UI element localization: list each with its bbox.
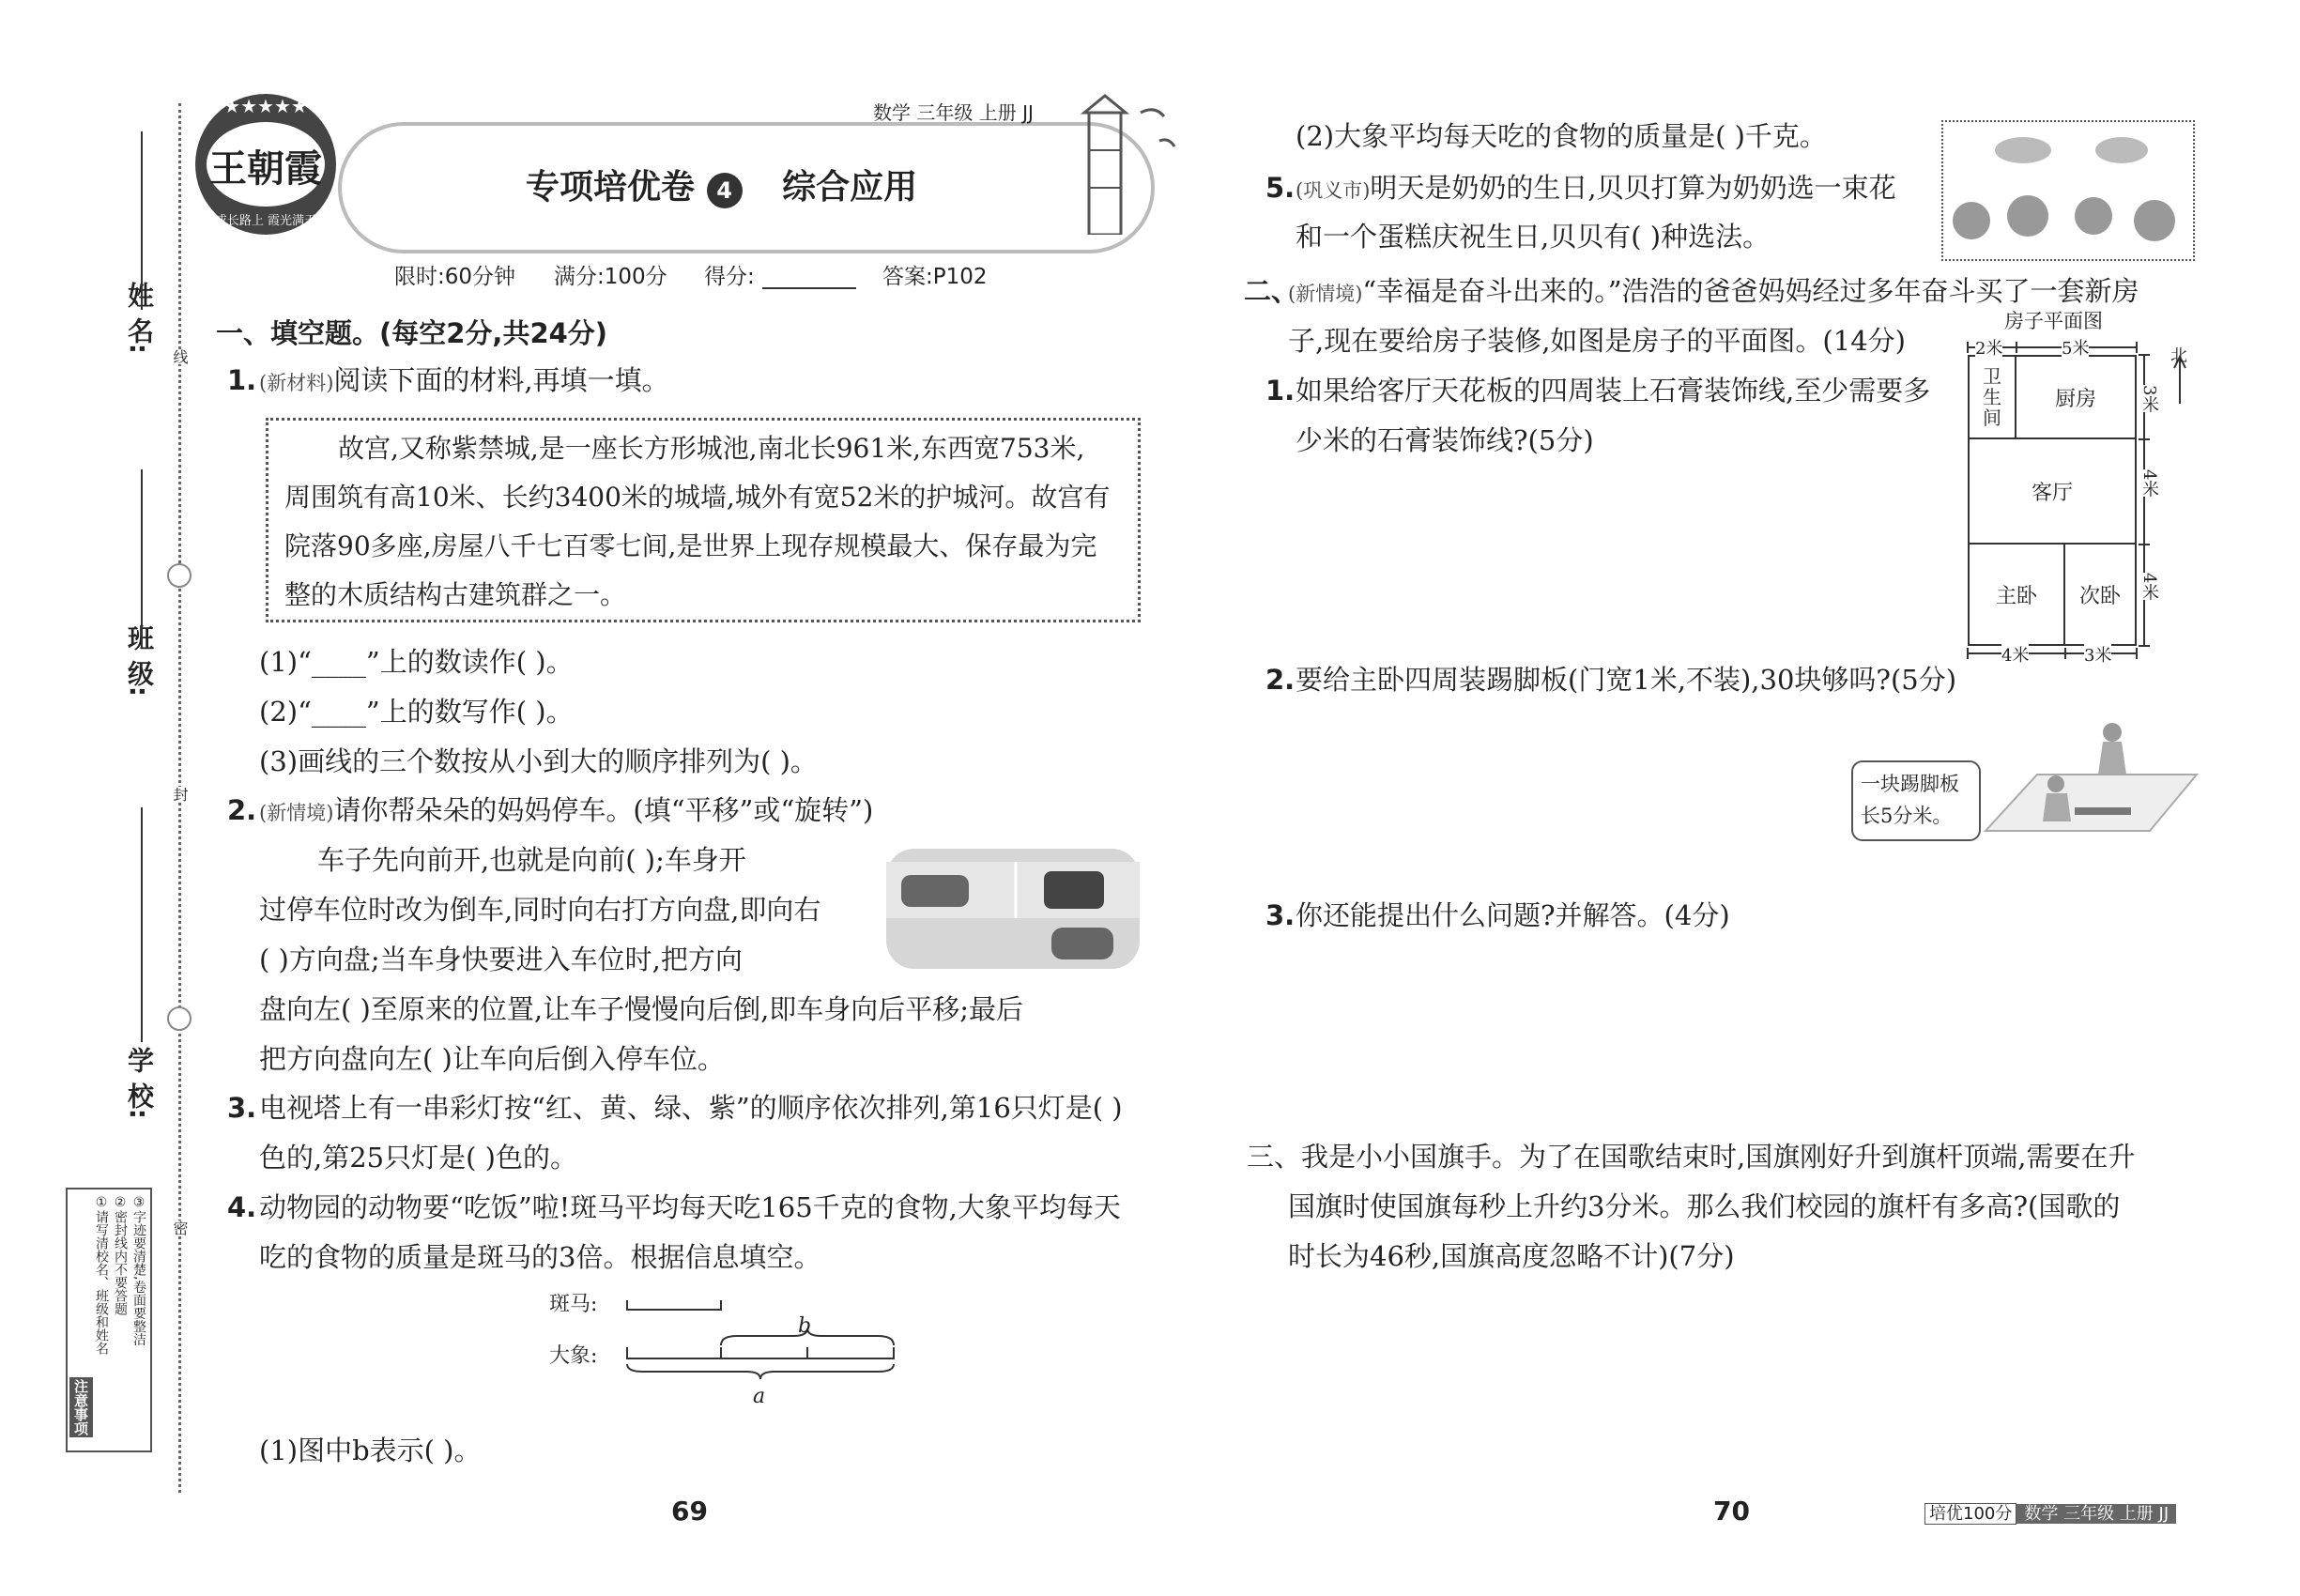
binding-hole-icon: [167, 563, 192, 588]
q2-line: 盘向左( )至原来的位置,让车子慢慢向后倒,即车身向后平移;最后: [259, 993, 1024, 1025]
section-2-line: 子,现在要给房子装修,如图是房子的平面图。(14分): [1288, 325, 1906, 357]
meta-score: 满分:100分: [554, 265, 667, 289]
name-label: 姓 名:: [124, 282, 155, 354]
plan-room-bathroom: 卫生间: [1968, 355, 2016, 439]
footer-info: [1924, 1502, 2176, 1527]
brand-logo: ★★★★★ 王朝霞 成长路上 霞光满天: [195, 94, 336, 235]
question-tag: (新情境): [259, 802, 334, 824]
diagram-a-label: a: [753, 1385, 766, 1408]
question-tag: (巩义市): [1296, 179, 1371, 202]
question-number: 3.: [227, 1092, 257, 1124]
question-number: 4.: [227, 1191, 257, 1223]
plan-dim-top-a: 2米: [1975, 335, 2002, 360]
q2-line: ( )方向盘;当车身快要进入车位时,把方向: [259, 944, 743, 975]
plan-title: 房子平面图: [2004, 310, 2103, 332]
plan-dim-right-c: 4米: [2137, 573, 2161, 600]
q2-line: 把方向盘向左( )让车向后倒入停车位。: [259, 1043, 725, 1075]
parking-lot-image: [884, 843, 1142, 974]
plan-room-kitchen: 厨房: [2015, 355, 2137, 439]
class-label: 班 级:: [124, 624, 155, 697]
q2-line: 过停车位时改为倒车,同时向右打方向盘,即向右: [259, 894, 821, 926]
footer-subject: 数学 三年级 上册 JJ: [2016, 1504, 2176, 1524]
q5-line: 和一个蛋糕庆祝生日,贝贝有( )种选法。: [1296, 221, 1771, 253]
q5-line: (巩义市)明天是奶奶的生日,贝贝打算为奶奶选一束花: [1296, 172, 1896, 204]
q4-line: 吃的食物的质量是斑马的3倍。根据信息填空。: [259, 1241, 821, 1273]
material-line: 周围筑有高10米、长约3400米的城墙,城外有宽52米的护城河。故宫有: [284, 482, 1111, 513]
worker-illustration: [1981, 718, 2206, 850]
notes-title: 注意事项: [69, 1377, 93, 1437]
lighthouse-icon: [1066, 94, 1188, 235]
material-line: 故宫,又称紫禁城,是一座长方形城池,南北长961米,东西宽753米,: [338, 433, 1085, 464]
score-field[interactable]: [762, 287, 856, 289]
footer-tag: 培优100分: [1924, 1503, 2016, 1525]
notes-box: [66, 1188, 152, 1452]
page-number-right: 70: [1713, 1496, 1750, 1527]
subject-line: 数学 三年级 上册 JJ: [873, 101, 1034, 124]
q4-sub-1: (1)图中b表示( )。: [259, 1435, 482, 1466]
q2-line: 车子先向前开,也就是向前( );车身开: [317, 844, 746, 876]
question-tag: (新材料): [259, 372, 334, 394]
question-number: 2.: [1265, 664, 1296, 696]
notes-item: ③字迹要清楚,卷面要整洁: [131, 1195, 146, 1346]
plan-room-second: 次卧: [2063, 543, 2137, 646]
plan-dim-right-a: 3米: [2137, 385, 2161, 412]
plan-dim-right-b: 4米: [2137, 469, 2161, 497]
speech-bubble: 一块踢脚板 长5分米。: [1851, 760, 1981, 841]
section-3-line: 时长为46秒,国旗高度忽略不计)(7分): [1288, 1240, 1735, 1272]
section-1-heading: 一、填空题。(每空2分,共24分): [216, 317, 608, 349]
section-2-prefix: 二、: [1244, 275, 1299, 307]
plan-dim-bottom-b: 3米: [2084, 642, 2111, 667]
north-label: 北: [2170, 346, 2187, 366]
binding-mark-sealed: 密: [171, 1220, 189, 1235]
q1-sub-2: (2)“____”上的数写作( )。: [259, 696, 574, 728]
school-label: 学 校:: [124, 1047, 155, 1119]
q4-sub-2: (2)大象平均每天吃的食物的质量是( )千克。: [1296, 120, 1827, 152]
meta-got-label: 得分:: [704, 265, 755, 289]
q4-line: 动物园的动物要“吃饭”啦!斑马平均每天吃165千克的食物,大象平均每天: [259, 1191, 1121, 1223]
binding-mark-seal: 封: [171, 787, 189, 802]
question-number: 3.: [1265, 899, 1296, 931]
binding-hole-icon: [167, 1006, 192, 1031]
flowers-cakes-image: [1941, 120, 2195, 261]
logo-slogan: 成长路上 霞光满天: [214, 214, 317, 228]
diagram-zebra-label: 斑马:: [549, 1293, 598, 1316]
diagram-b-label: b: [798, 1314, 812, 1338]
question-number: 1.: [1265, 375, 1296, 407]
meta-time: 限时:60分钟: [394, 265, 516, 289]
notes-item: ①请写清校名、班级和姓名: [94, 1195, 109, 1355]
q1-sub-3: (3)画线的三个数按从小到大的顺序排列为( )。: [259, 745, 818, 777]
q3-line: 电视塔上有一串彩灯按“红、黄、绿、紫”的顺序依次排列,第16只灯是( ): [259, 1092, 1123, 1124]
section-2-line: (新情境)“幸福是奋斗出来的。”浩浩的爸爸妈妈经过多年奋斗买了一套新房: [1288, 275, 2139, 307]
question-2: (新情境)请你帮朵朵的妈妈停车。(填“平移”或“旋转”): [259, 794, 874, 826]
section-3-line: 三、我是小小国旗手。为了在国歌结束时,国旗刚好升到旗杆顶端,需要在升: [1247, 1141, 2136, 1173]
sub-question-3: 你还能提出什么问题?并解答。(4分): [1296, 899, 1730, 931]
material-line: 院落90多座,房屋八千七百零七间,是世界上现存规模最大、保存最为完: [284, 530, 1097, 561]
q1-sub-1: (1)“____”上的数读作( )。: [259, 646, 574, 678]
school-field[interactable]: [141, 807, 143, 1042]
class-field[interactable]: [141, 469, 143, 648]
binding-mark-line: 线: [171, 349, 189, 364]
diagram-elephant-label: 大象:: [549, 1344, 598, 1368]
question-1: (新材料)阅读下面的材料,再填一填。: [259, 364, 669, 396]
page-number-left: 69: [671, 1496, 708, 1527]
name-field[interactable]: [141, 131, 143, 310]
sub-question-2: 要给主卧四周装踢脚板(门宽1米,不装),30块够吗?(5分): [1296, 664, 1957, 696]
sub-question-1-line: 少米的石膏装饰线?(5分): [1296, 424, 1594, 456]
logo-text: 王朝霞: [209, 146, 322, 191]
question-number: 1.: [227, 364, 257, 396]
notes-item: ②密封线内不要答题: [113, 1195, 128, 1315]
plan-dim-bottom-a: 4米: [2001, 642, 2029, 667]
section-3-line: 国旗时使国旗每秒上升约3分米。那么我们校园的旗杆有多高?(国歌的: [1288, 1190, 2121, 1222]
meta-answer: 答案:P102: [882, 265, 988, 289]
title-number-badge: 4: [707, 173, 743, 208]
question-number: 5.: [1265, 172, 1296, 204]
plan-room-living: 客厅: [1968, 437, 2137, 545]
q3-line: 色的,第25只灯是( )色的。: [259, 1142, 577, 1174]
question-number: 2.: [227, 794, 257, 826]
plan-dim-top-b: 5米: [2062, 335, 2089, 360]
sub-question-1-line: 如果给客厅天花板的四周装上石膏装饰线,至少需要多: [1296, 375, 1931, 407]
page-title: 专项培优卷 4 综合应用: [526, 168, 918, 207]
question-tag: (新情境): [1288, 283, 1363, 305]
material-line: 整的木质结构古建筑群之一。: [284, 579, 627, 610]
plan-room-master: 主卧: [1968, 543, 2065, 646]
